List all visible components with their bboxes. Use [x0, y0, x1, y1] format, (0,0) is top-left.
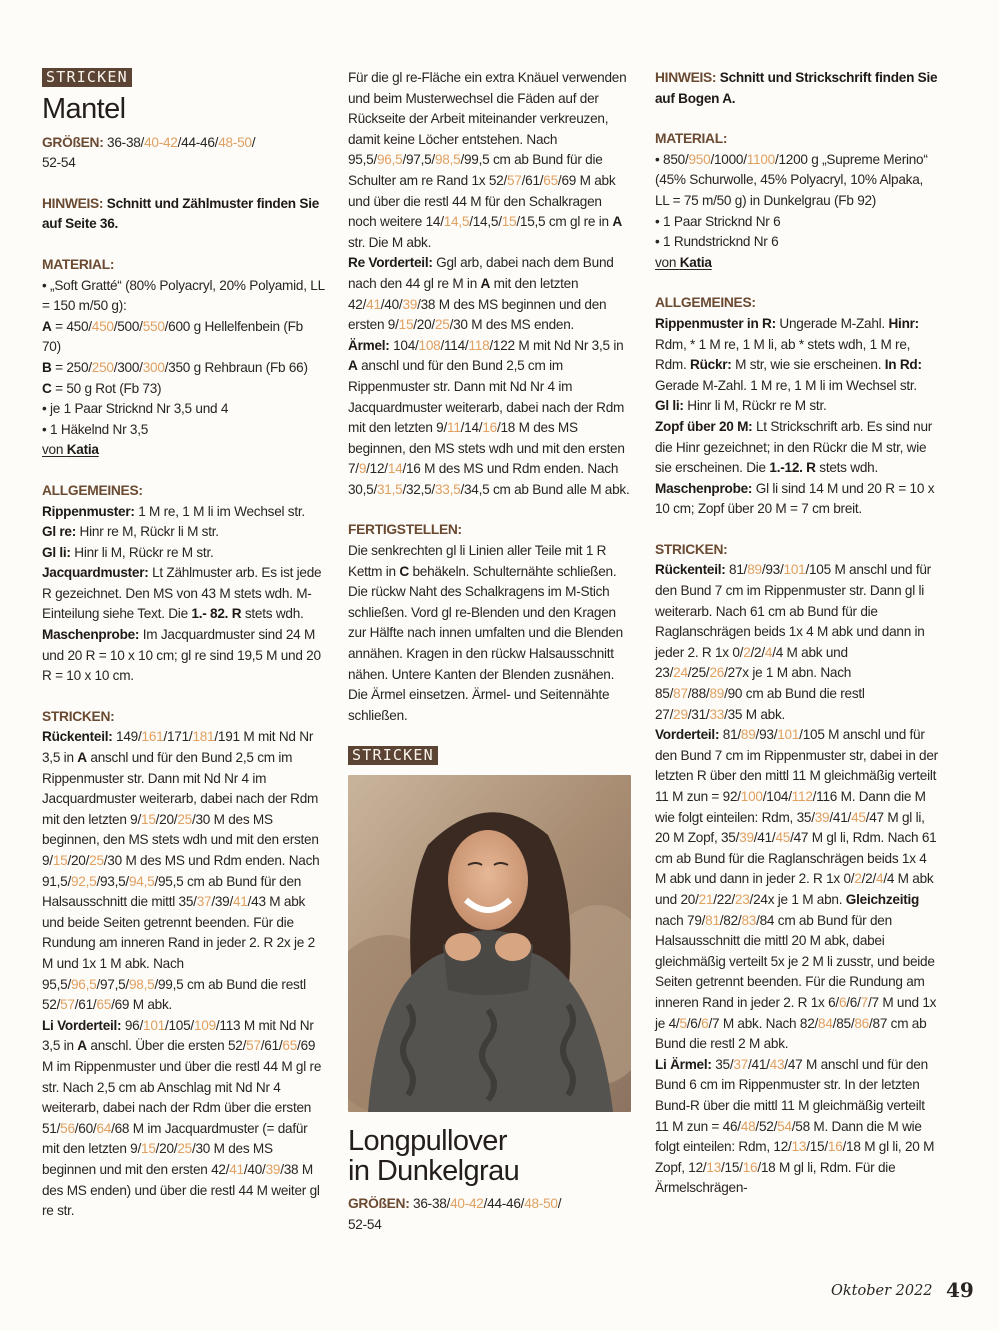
allgemeines-text: Rippenmuster: 1 M re, 1 M li im Wechsel str. Gl re: Hinr re M, Rückr li M str. Gl li: Hinr li M, Rückr re M str. Jacquardmuster: Lt Zählmuster arb. Es ist jede R gezeichnet. Den MS von 43 M stets wdh. M-Einteilung siehe Text. Die 1.- 82. R stets wdh. Maschenprobe: Im Jacquardmuster sind 24 M und 20 R = 10 x 10 cm; gl re sind 19,5 M und 20 R = 10 x 10 cm.	[42, 503, 322, 684]
photo-illustration	[348, 775, 631, 1112]
groessen: GRÖßEN: 36-38/40-42/44-46/48-50/ 52-54	[42, 134, 256, 171]
page-title: Mantel	[42, 92, 126, 125]
section-tag: STRICKEN	[42, 68, 132, 87]
magazine-issue: Oktober 2022	[831, 1283, 933, 1299]
stricken-heading: STRICKEN:	[42, 708, 115, 724]
pullover-material-text: • 850/950/1000/1100/1200 g „Supreme Merino“ (45% Schurwolle, 45% Polyacryl, 10% Alpaka, LL = 75 m/50 g) in Dunkelgrau (Fb 92) • 1 Paar Stricknd Nr 6 • 1 Rundstricknd Nr 6 von Katia	[655, 151, 928, 270]
material-text: • „Soft Gratté“ (80% Polyacryl, 20% Polyamid, LL = 150 m/50 g): A = 450/450/500/550/600 g Hellelfenbein (Fb 70) B = 250/250/300/300/350 g Rehbraun (Fb 66) C = 50 g Rot (Fb 73) • je 1 Paar Stricknd Nr 3,5 und 4 • 1 Häkelnd Nr 3,5 von Katia	[42, 277, 325, 458]
pullover-material-heading: MATERIAL:	[655, 131, 728, 147]
stricken-text: Rückenteil: 149/161/171/181/191 M mit Nd Nr 3,5 in A anschl und für den Bund 2,5 cm im Rippenmuster str. Dann mit Nd Nr 4 im Jacquardmuster weiterarb, dabei nach der Rdm mit den letzten 9/15/20/25/30 M des MS beginnen, den MS stets wdh und mit den ersten 9/15/20/25/30 M des MS und Rdm enden. Nach 91,5/92,5/93,5/94,5/95,5 cm ab Bund für den Halsausschnitt die mittl 35/37/39/41/43 M abk und beide Seiten getrennt beenden. Für die Rundung am inneren Rand in jeder 2. R 2x je 2 M und 1x 1 M abk. Nach 95,5/96,5/97,5/98,5/99,5 cm ab Bund die restl 52/57/61/65/69 M abk. Li Vorderteil: 96/101/105/109/113 M mit Nd Nr 3,5 in A anschl. Über die ersten 52/57/61/65/69 M im Rippenmuster und über die restl 44 M gl re str. Nach 2,5 cm ab Anschlag mit Nd Nr 4 weiterarb, dabei nach der Rdm über die ersten 51/56/60/64/68 M im Jacquardmuster (= dafür mit den letzten 9/15/20/25/30 M des MS beginnen und mit den ersten 42/41/40/39/38 M des MS enden) und über die restl 44 M weiter gl re str.	[42, 729, 322, 1219]
material-heading: MATERIAL:	[42, 256, 115, 272]
allgemeines-heading: ALLGEMEINES:	[42, 482, 143, 498]
pullover-stricken-text: Rückenteil: 81/89/93/101/105 M anschl und für den Bund 7 cm im Rippenmuster str. Dann gl li weiterarb. Nach 61 cm ab Bund für die Raglanschrägen beids 1x 4 M abk und dann in jeder 2. R 1x 0/2/2/4/4 M abk und 23/24/25/26/27x je 1 M abn. Nach 85/87/88/89/90 cm ab Bund die restl 27/29/31/33/35 M abk. Vorderteil: 81/89/93/101/105 M anschl und für den Bund 7 cm im Rippenmuster str, dabei in der letzten R über den mittl 11 M gleichmäßig verteilt 11 M zun = 92/100/104/112/116 M. Dann die M wie folgt einteilen: Rdm, 35/39/41/45/47 M gl li, 20 M Zopf, 35/39/41/45/47 M gl li, Rdm. Nach 61 cm ab Bund für die Raglanschrägen beids 1x 4 M abk und dann in jeder 2. R 1x 0/2/2/4/4 M abk und 20/21/22/23/24x je 1 M abn. Gleichzeitig nach 79/81/82/83/84 cm ab Bund für den Halsausschnitt die mittl 20 M abk, dabei gleichmäßig verteilt 5x je 2 M li zusstr, und beide Seiten getrennt beenden. Für die Rundung am inneren Rand in jeder 2. R 1x 6/6/6/7/7 M und 1x je 4/5/6/6/7 M abk. Nach 82/84/85/86/87 cm ab Bund die restl 2 M abk. Li Ärmel: 35/37/41/43/47 M anschl und für den Bund 6 cm im Rippenmuster str. In der letzten Bund-R über die mittl 11 M gleichmäßig verteilt 11 M zun = 46/48/52/54/58 M. Dann die M wie folgt einteilen: Rdm, 12/13/15/16/18 M gl li, 20 M Zopf, 12/13/15/16/18 M gl li, Rdm. Für die Ärmelschrägen-	[655, 562, 938, 1196]
mantel-continued: Für die gl re-Fläche ein extra Knäuel verwenden und beim Musterwechsel die Fäden auf der Rückseite der Arbeit miteinander verkreuzen, damit keine Löcher entstehen. Nach 95,5/96,5/97,5/98,5/99,5 cm ab Bund für die Schulter am re Rand 1x 52/57/61/65/69 M abk und über die restl 44 M für den Schalkragen noch weitere 14/14,5/14,5/15/15,5 cm gl re in A str. Die M abk. Re Vorderteil: Ggl arb, dabei nach dem Bund nach den 44 gl re M in A mit den letzten 42/41/40/39/38 M des MS beginnen und den ersten 9/15/20/25/30 M des MS enden. Ärmel: 104/108/114/118/122 M mit Nd Nr 3,5 in A anschl und für den Bund 2,5 cm im Rippenmuster str. Dann mit Nd Nr 4 im Jacquardmuster weiterarb, dabei nach der Rdm mit den letzten 9/11/14/16/18 M des MS beginnen, den MS stets wdh und mit den ersten 7/9/12/14/16 M des MS und Rdm enden. Nach 30,5/31,5/32,5/33,5/34,5 cm ab Bund alle M abk.	[348, 70, 630, 497]
pullover-groessen: GRÖßEN: 36-38/40-42/44-46/48-50/ 52-54	[348, 1196, 562, 1232]
column-mantel	[42, 68, 325, 1222]
pullover-stricken-heading: STRICKEN:	[655, 541, 728, 557]
pullover-title: Longpullover in Dunkelgrau	[348, 1125, 520, 1187]
column-pullover	[655, 68, 938, 1199]
fertigstellen-heading: FERTIGSTELLEN:	[348, 522, 462, 538]
hinweis: HINWEIS: Schnitt und Zählmuster finden Sie auf Seite 36.	[42, 195, 320, 232]
pullover-allgemeines-text: Rippenmuster in R: Ungerade M-Zahl. Hinr: Rdm, * 1 M re, 1 M li, ab * stets wdh, 1 M re, Rdm. Rückr: M str, wie sie erscheinen. In Rd: Gerade M-Zahl. 1 M re, 1 M li im Wechsel str. Gl li: Hinr li M, Rückr re M str. Zopf über 20 M: Lt Strickschrift arb. Es sind nur die Hinr gezeichnet; in den Rückr die M str, wie sie erscheinen. Die 1.-12. R stets wdh. Maschenprobe: Gl li sind 14 M und 20 R = 10 x 10 cm; Zopf über 20 M = 7 cm breit.	[655, 315, 935, 517]
model-photo	[348, 775, 631, 1112]
pullover-hinweis: HINWEIS: Schnitt und Strickschrift finden Sie auf Bogen A.	[655, 70, 938, 106]
pullover-allgemeines-heading: ALLGEMEINES:	[655, 295, 756, 311]
section-tag-pullover: STRICKEN	[348, 746, 438, 765]
page-number: 49	[946, 1278, 974, 1302]
fertigstellen-text: Die senkrechten gl li Linien aller Teile mit 1 R Kettm in C behäkeln. Schulternähte schließen. Die rückw Naht des Schalkragens im M-Stich schließen. Vord gl re-Blenden und den Kragen zur Hälfte nach innen umfalten und die Blenden annähen. Kragen in den rückw Halsausschnitt nähen. Untere Kanten der Blenden zusnähen. Die Ärmel einsetzen. Ärmel- und Seitennähte schließen.	[348, 543, 623, 723]
column-middle	[348, 68, 633, 1235]
